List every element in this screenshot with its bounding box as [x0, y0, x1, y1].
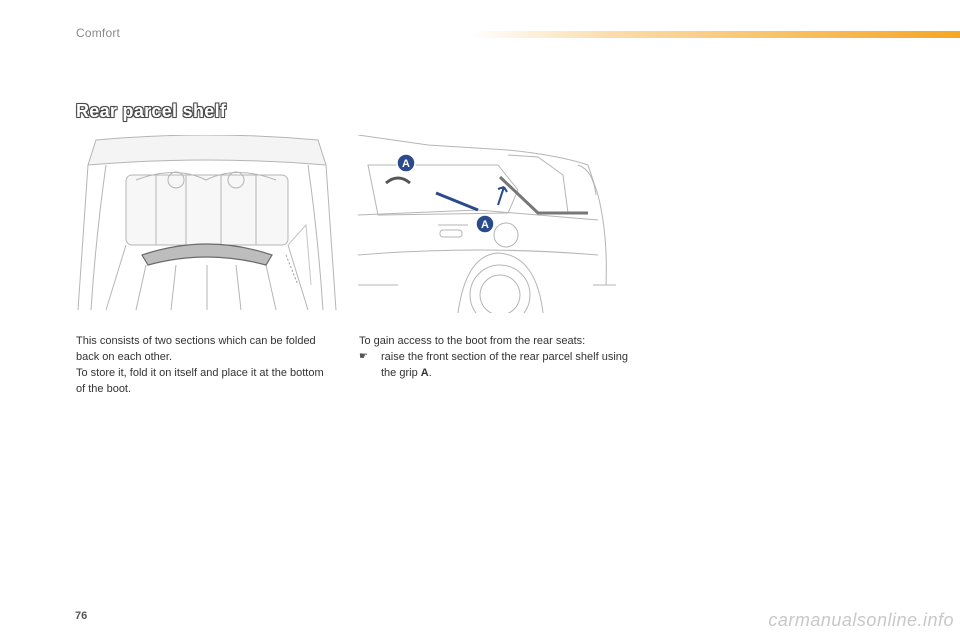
paragraph-sections: This consists of two sections which can be folded back on each other.: [76, 335, 316, 363]
grip-label: A: [420, 367, 429, 379]
boot-interior-illustration: [76, 135, 338, 313]
page-number: 76: [75, 610, 88, 622]
grip-suffix: .: [428, 367, 432, 379]
header-accent-bar: [470, 31, 960, 38]
right-column-text: [359, 333, 629, 381]
arrow-bullet-icon: ☛: [359, 351, 368, 362]
watermark-text: carmanualsonline.info: [768, 610, 954, 630]
paragraph-access: To gain access to the boot from the rear seats:: [359, 335, 586, 347]
car-side-parcel-shelf-illustration: [358, 135, 616, 313]
page-title: Rear parcel shelf: [76, 101, 227, 121]
bullet-text: raise the front section of the rear parcel shelf using the grip: [381, 351, 629, 379]
badge-a-bottom: A: [481, 219, 489, 231]
header-section-title: Comfort: [76, 26, 121, 40]
paragraph-store: To store it, fold it on itself and place it at the bottom of the boot.: [76, 367, 324, 395]
badge-a-top: A: [402, 158, 410, 170]
instruction-bullet: [359, 349, 629, 381]
left-column-text: [76, 333, 326, 397]
